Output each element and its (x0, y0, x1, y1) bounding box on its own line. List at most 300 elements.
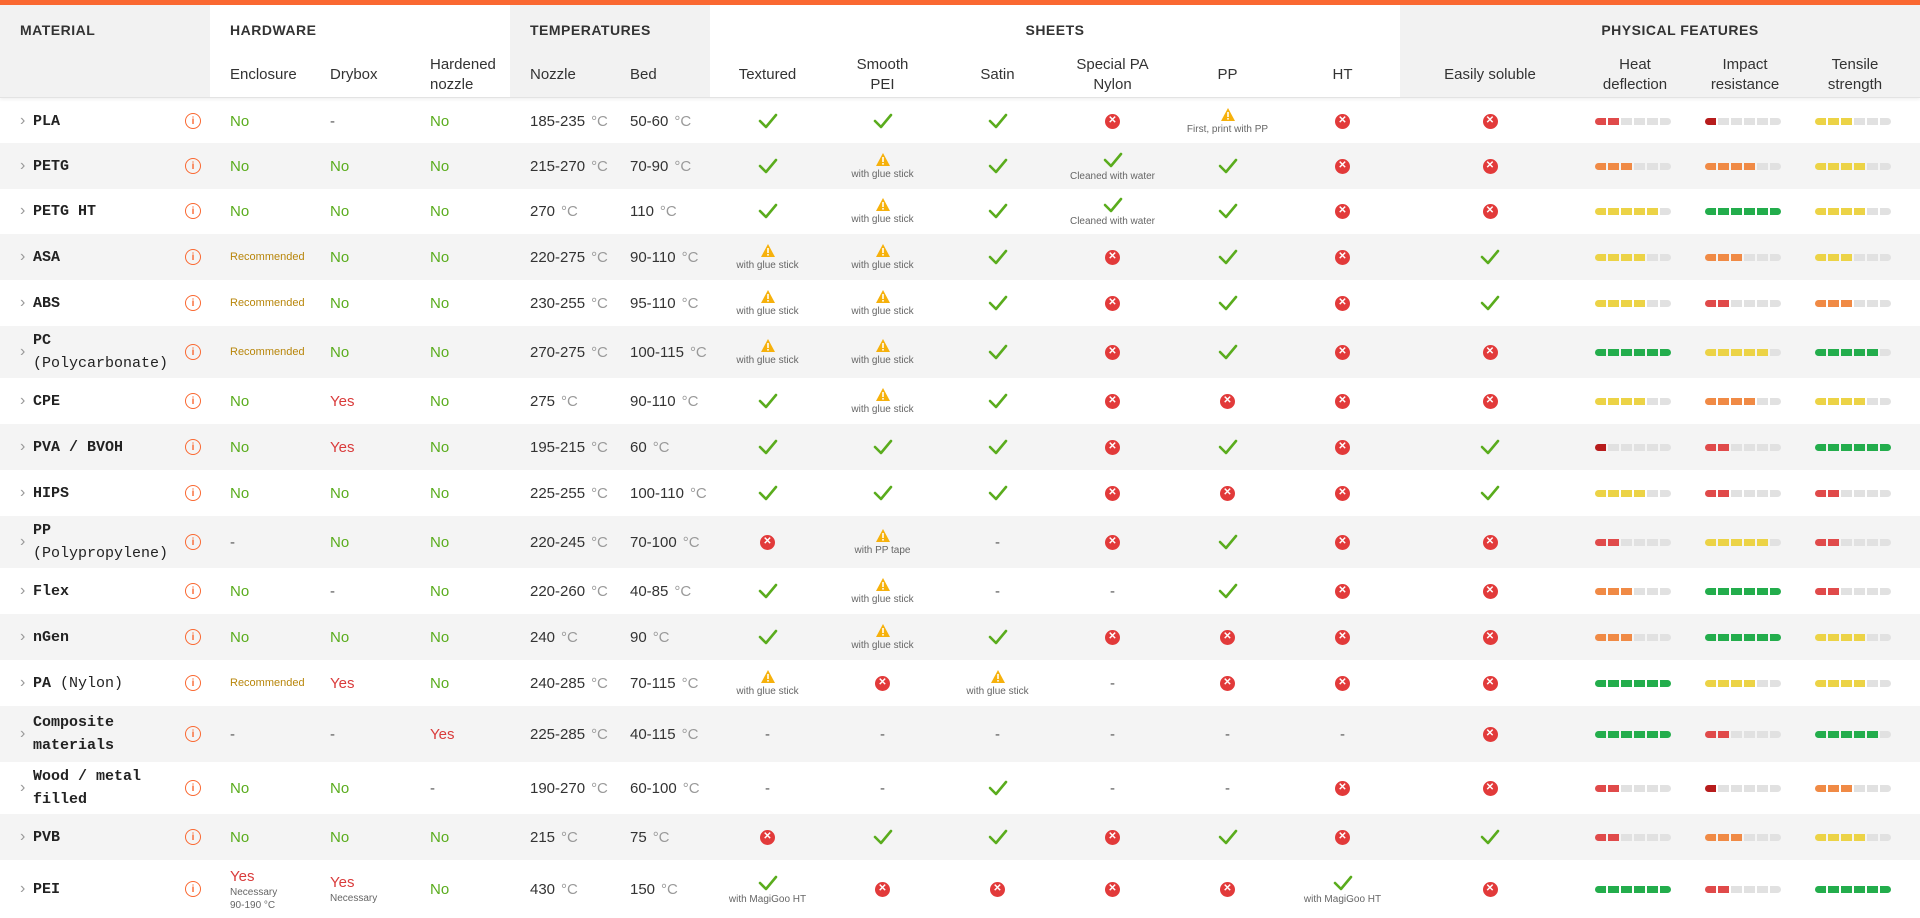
heat-deflection-bar (1595, 118, 1677, 125)
check-icon (988, 248, 1008, 266)
drybox-value: - (330, 725, 335, 743)
smooth-pei-note: with glue stick (851, 355, 914, 366)
material-name[interactable] (33, 482, 183, 505)
info-icon[interactable]: i (185, 203, 201, 219)
material-name-sub: materials (33, 737, 115, 754)
hardened-value: No (430, 828, 450, 846)
heat-deflection-bar (1595, 163, 1677, 170)
smooth-pei-note: with glue stick (851, 260, 914, 271)
cross-icon: ✕ (1105, 394, 1120, 409)
nozzle-temp-value: 225-255 (530, 484, 586, 502)
heat-deflection-bar (1595, 208, 1677, 215)
warning-icon (875, 243, 891, 258)
col-special-pa-nylon[interactable]: Special PA Nylon (1076, 56, 1149, 93)
cross-icon: ✕ (1483, 630, 1498, 645)
enclosure-value: Recommended (230, 297, 305, 309)
materials-table (0, 5, 1920, 911)
impact-resistance-bar (1705, 886, 1787, 893)
textured-note: with glue stick (736, 306, 799, 317)
nozzle-temp-value: 215 (530, 828, 556, 846)
check-icon (1480, 438, 1500, 456)
drybox-value: - (330, 112, 335, 130)
warning-icon (875, 197, 891, 212)
impact-resistance-bar (1705, 490, 1787, 497)
enclosure-value: Recommended (230, 677, 305, 689)
special-pa-note: Cleaned with water (1069, 215, 1156, 227)
material-name-text: PETG HT (33, 202, 97, 220)
table-row[interactable] (0, 762, 1920, 814)
warning-icon (760, 338, 776, 353)
impact-resistance-bar (1705, 634, 1787, 641)
hardened-value: No (430, 582, 450, 600)
col-satin[interactable]: Satin (980, 66, 1015, 83)
check-icon (1218, 157, 1238, 175)
hardened-value: No (430, 294, 450, 312)
chevron-right-icon[interactable]: › (20, 484, 26, 501)
cross-icon: ✕ (1105, 882, 1120, 897)
table-row[interactable] (0, 188, 1920, 234)
material-name[interactable] (33, 200, 183, 223)
col-nozzle[interactable]: Nozzle (530, 66, 576, 83)
info-icon[interactable]: i (185, 675, 201, 691)
material-name-text: Composite (33, 714, 115, 731)
info-icon[interactable]: i (185, 726, 201, 742)
check-icon (758, 112, 778, 130)
cross-icon: ✕ (1105, 345, 1120, 360)
bed-temp-value: 90-110 (630, 392, 676, 410)
nozzle-temp (530, 829, 625, 846)
tensile-strength-bar (1815, 163, 1897, 170)
material-name-text: PP (33, 522, 52, 539)
cross-icon: ✕ (1483, 535, 1498, 550)
table-row[interactable] (0, 280, 1920, 326)
cross-icon: ✕ (1105, 535, 1120, 550)
bed-temp-value: 70-115 (630, 674, 676, 692)
table-row[interactable] (0, 568, 1920, 614)
cross-icon: ✕ (1220, 394, 1235, 409)
ht-note: with MagiGoo HT (1303, 893, 1382, 905)
material-name[interactable] (33, 110, 183, 133)
warning-icon (875, 623, 891, 638)
nozzle-temp (530, 249, 625, 266)
cross-icon: ✕ (1483, 114, 1498, 129)
check-icon (873, 484, 893, 502)
material-name-text: nGen (33, 628, 70, 646)
chevron-right-icon[interactable]: › (20, 582, 26, 599)
dash: - (995, 533, 1000, 551)
impact-resistance-bar (1705, 680, 1787, 687)
info-icon[interactable]: i (185, 295, 201, 311)
tensile-strength-bar (1815, 118, 1897, 125)
impact-resistance-bar (1705, 398, 1787, 405)
material-name-text: PLA (33, 112, 61, 130)
chevron-right-icon[interactable]: › (20, 392, 26, 409)
nozzle-temp-value: 275 (530, 392, 556, 410)
info-icon[interactable]: i (185, 629, 201, 645)
tensile-strength-bar (1815, 208, 1897, 215)
temp-unit: °C (591, 438, 608, 456)
warning-icon (875, 577, 891, 592)
chevron-right-icon[interactable]: › (20, 533, 26, 550)
impact-resistance-bar (1705, 588, 1787, 595)
material-name-text: PVB (33, 828, 61, 846)
col-enclosure[interactable]: Enclosure (230, 66, 297, 83)
dash: - (1110, 582, 1115, 600)
info-icon[interactable]: i (185, 485, 201, 501)
table-row[interactable] (0, 143, 1920, 189)
tensile-strength-bar (1815, 634, 1897, 641)
temp-unit: °C (591, 674, 608, 692)
dash: - (765, 725, 770, 743)
smooth-pei-note: with PP tape (854, 545, 911, 556)
info-icon[interactable]: i (185, 344, 201, 360)
heat-deflection-bar (1595, 680, 1677, 687)
pp-note: First, print with PP (1186, 124, 1269, 135)
tensile-strength-bar (1815, 886, 1897, 893)
hardened-value: No (430, 343, 450, 361)
nozzle-temp-value: 230-255 (530, 294, 586, 312)
drybox-value: Yes (330, 674, 355, 692)
heat-deflection-bar (1595, 834, 1677, 841)
cross-icon: ✕ (875, 882, 890, 897)
material-name[interactable] (33, 765, 183, 811)
physical-features-group-header: PHYSICAL FEATURES (1601, 22, 1759, 38)
dash: - (880, 779, 885, 797)
tensile-strength-bar (1815, 398, 1897, 405)
warning-icon (1220, 107, 1236, 122)
chevron-right-icon[interactable]: › (20, 438, 26, 455)
temp-unit: °C (659, 202, 677, 220)
nozzle-temp-value: 195-215 (530, 438, 586, 456)
drybox-value: No (330, 533, 350, 551)
check-icon (988, 484, 1008, 502)
material-name[interactable] (33, 711, 183, 757)
impact-resistance-bar (1705, 834, 1787, 841)
bed-temp-value: 150 (630, 880, 656, 898)
chevron-right-icon[interactable]: › (20, 779, 26, 796)
temp-unit: °C (591, 582, 608, 600)
cross-icon: ✕ (1483, 676, 1498, 691)
check-icon (988, 628, 1008, 646)
drybox-value: No (330, 202, 350, 220)
impact-resistance-bar (1705, 539, 1787, 546)
temp-unit: °C (674, 112, 692, 130)
dash: - (765, 779, 770, 797)
temp-unit: °C (652, 628, 670, 646)
material-name[interactable] (33, 292, 183, 315)
cross-icon: ✕ (1335, 781, 1350, 796)
warning-icon (875, 387, 891, 402)
check-icon (758, 628, 778, 646)
impact-resistance-bar (1705, 254, 1787, 261)
info-icon[interactable]: i (185, 158, 201, 174)
check-icon (988, 157, 1008, 175)
smooth-pei-note: with glue stick (851, 640, 914, 651)
temp-unit: °C (682, 779, 700, 797)
bed-temp-value: 90-110 (630, 248, 676, 266)
nozzle-temp-value: 240 (530, 628, 556, 646)
chevron-right-icon[interactable]: › (20, 828, 26, 845)
cross-icon: ✕ (1483, 882, 1498, 897)
nozzle-temp-value: 270 (530, 202, 556, 220)
check-icon (988, 392, 1008, 410)
smooth-pei-note: with glue stick (851, 306, 914, 317)
col-ht[interactable]: HT (1332, 66, 1353, 83)
info-icon[interactable]: i (185, 829, 201, 845)
bed-temp-value: 60-100 (630, 779, 677, 797)
material-name[interactable] (33, 329, 183, 375)
warning-icon (875, 152, 891, 167)
temp-unit: °C (561, 392, 578, 410)
col-bed[interactable]: Bed (630, 66, 657, 83)
cross-icon: ✕ (1335, 114, 1350, 129)
enclosure-value: No (230, 484, 250, 502)
cross-icon: ✕ (1335, 204, 1350, 219)
cross-icon: ✕ (1220, 676, 1235, 691)
table-row[interactable] (0, 470, 1920, 516)
cross-icon: ✕ (1483, 394, 1498, 409)
table-header (0, 5, 1920, 98)
info-icon[interactable]: i (185, 439, 201, 455)
check-icon (873, 828, 893, 846)
material-name-text: CPE (33, 392, 61, 410)
table-row[interactable] (0, 516, 1920, 568)
dash: - (995, 725, 1000, 743)
hardened-value: No (430, 533, 450, 551)
table-row[interactable] (0, 424, 1920, 470)
tensile-strength-bar (1815, 680, 1897, 687)
chevron-right-icon[interactable]: › (20, 880, 26, 897)
hardened-value: Yes (430, 725, 455, 743)
temp-unit: °C (681, 674, 699, 692)
tensile-strength-bar (1815, 349, 1897, 356)
nozzle-temp-value: 215-270 (530, 157, 586, 175)
warning-icon (760, 669, 776, 684)
warning-icon (875, 289, 891, 304)
textured-note: with glue stick (736, 260, 799, 271)
check-icon (1218, 294, 1238, 312)
cross-icon: ✕ (1105, 630, 1120, 645)
check-icon (988, 343, 1008, 361)
impact-resistance-bar (1705, 163, 1787, 170)
material-name-sub: (Polypropylene) (33, 545, 169, 562)
cross-icon: ✕ (1335, 296, 1350, 311)
enclosure-value: Yes (230, 867, 255, 885)
table-row[interactable] (0, 706, 1920, 762)
info-icon[interactable]: i (185, 113, 201, 129)
drybox-value: No (330, 157, 350, 175)
info-icon[interactable]: i (185, 534, 201, 550)
nozzle-temp (530, 344, 625, 361)
cross-icon: ✕ (760, 830, 775, 845)
textured-note: with glue stick (736, 686, 799, 697)
table-row[interactable] (0, 234, 1920, 280)
cross-icon: ✕ (1335, 345, 1350, 360)
cross-icon: ✕ (1105, 830, 1120, 845)
cross-icon: ✕ (1483, 727, 1498, 742)
chevron-right-icon[interactable]: › (20, 343, 26, 360)
nozzle-temp (530, 629, 625, 646)
material-name[interactable] (33, 436, 183, 459)
hardened-value: No (430, 112, 450, 130)
material-name[interactable] (33, 878, 183, 901)
chevron-right-icon[interactable]: › (20, 628, 26, 645)
chevron-right-icon[interactable]: › (20, 674, 26, 691)
warning-icon (760, 289, 776, 304)
temp-unit: °C (591, 157, 608, 175)
heat-deflection-bar (1595, 886, 1677, 893)
material-name-text: ASA (33, 248, 61, 266)
info-icon[interactable]: i (185, 583, 201, 599)
bed-temp-value: 95-110 (630, 294, 676, 312)
temp-unit: °C (561, 880, 578, 898)
col-hardened-nozzle[interactable]: Hardened nozzle (430, 56, 496, 93)
table-row[interactable] (0, 378, 1920, 424)
chevron-right-icon[interactable]: › (20, 112, 26, 129)
temp-unit: °C (681, 248, 699, 266)
cross-icon: ✕ (1483, 781, 1498, 796)
temp-unit: °C (652, 438, 670, 456)
temp-unit: °C (561, 202, 578, 220)
material-name[interactable] (33, 626, 183, 649)
check-icon (1480, 294, 1500, 312)
heat-deflection-bar (1595, 300, 1677, 307)
bed-temp-value: 100-110 (630, 484, 684, 502)
check-icon (1218, 438, 1238, 456)
table-row[interactable] (0, 860, 1920, 918)
temp-unit: °C (591, 725, 608, 743)
warning-icon (875, 528, 891, 543)
check-icon (1218, 828, 1238, 846)
cross-icon: ✕ (1335, 535, 1350, 550)
check-icon (758, 392, 778, 410)
table-row[interactable] (0, 98, 1920, 144)
nozzle-temp-value: 240-285 (530, 674, 586, 692)
dash: - (1225, 725, 1230, 743)
check-icon (1480, 484, 1500, 502)
temp-unit: °C (561, 828, 578, 846)
hardened-value: - (430, 779, 435, 797)
check-icon (988, 202, 1008, 220)
nozzle-temp (530, 881, 625, 898)
drybox-value: - (330, 582, 335, 600)
info-icon[interactable]: i (185, 780, 201, 796)
table-row[interactable] (0, 814, 1920, 860)
nozzle-temp (530, 485, 625, 502)
bed-temp-value: 110 (630, 202, 654, 220)
check-icon (988, 294, 1008, 312)
col-drybox[interactable]: Drybox (330, 66, 378, 83)
bed-temp-value: 75 (630, 828, 647, 846)
col-heat-deflection[interactable]: Heat deflection (1602, 56, 1668, 93)
check-icon (988, 779, 1008, 797)
cross-icon: ✕ (760, 535, 775, 550)
tensile-strength-bar (1815, 834, 1897, 841)
table-row[interactable] (0, 660, 1920, 706)
temp-unit: °C (591, 248, 608, 266)
chevron-right-icon[interactable]: › (20, 157, 26, 174)
temp-unit: °C (689, 343, 707, 361)
cross-icon: ✕ (1335, 159, 1350, 174)
impact-resistance-bar (1705, 118, 1787, 125)
tensile-strength-bar (1815, 254, 1897, 261)
hardened-value: No (430, 438, 450, 456)
material-name-text: PA (33, 674, 52, 692)
heat-deflection-bar (1595, 731, 1677, 738)
dash: - (1110, 779, 1115, 797)
heat-deflection-bar (1595, 349, 1677, 356)
nozzle-temp-value: 185-235 (530, 112, 586, 130)
heat-deflection-bar (1595, 634, 1677, 641)
check-icon (1103, 151, 1123, 169)
table-row[interactable] (0, 614, 1920, 660)
info-icon[interactable]: i (185, 881, 201, 897)
material-name[interactable] (33, 390, 183, 413)
chevron-right-icon[interactable]: › (20, 725, 26, 742)
dash: - (880, 725, 885, 743)
textured-note: with MagiGoo HT (728, 893, 807, 905)
enclosure-value: No (230, 628, 250, 646)
enclosure-value: Recommended (230, 346, 305, 358)
temp-unit: °C (661, 880, 678, 898)
chevron-right-icon[interactable]: › (20, 248, 26, 265)
bed-temp-value: 60 (630, 438, 647, 456)
material-name[interactable] (33, 580, 183, 603)
col-textured[interactable]: Textured (738, 66, 797, 83)
check-icon (873, 112, 893, 130)
material-name[interactable] (33, 246, 183, 269)
material-name-sub: (Nylon) (60, 674, 124, 692)
nozzle-temp-value: 225-285 (530, 725, 586, 743)
cross-icon: ✕ (1220, 486, 1235, 501)
drybox-value: No (330, 628, 350, 646)
check-icon (1218, 248, 1238, 266)
chevron-right-icon[interactable]: › (20, 202, 26, 219)
cross-icon: ✕ (1105, 114, 1120, 129)
cross-icon: ✕ (1335, 394, 1350, 409)
col-pp[interactable]: PP (1217, 66, 1238, 83)
cross-icon: ✕ (1483, 159, 1498, 174)
material-name[interactable] (33, 672, 183, 695)
material-name[interactable] (33, 826, 183, 849)
warning-icon (990, 669, 1006, 684)
col-impact-resistance[interactable]: Impact resistance (1710, 56, 1780, 93)
impact-resistance-bar (1705, 731, 1787, 738)
col-tensile-strength[interactable]: Tensile strength (1827, 56, 1883, 93)
nozzle-temp (530, 534, 625, 551)
material-name[interactable] (33, 519, 183, 565)
check-icon (1480, 248, 1500, 266)
nozzle-temp (530, 583, 625, 600)
info-icon[interactable]: i (185, 249, 201, 265)
temp-unit: °C (674, 582, 692, 600)
temp-unit: °C (591, 294, 608, 312)
satin-note: with glue stick (966, 686, 1029, 697)
col-easily-soluble[interactable]: Easily soluble (1444, 66, 1536, 83)
hardened-value: No (430, 248, 450, 266)
material-name[interactable] (33, 155, 183, 178)
smooth-pei-note: with glue stick (851, 404, 914, 415)
info-icon[interactable]: i (185, 393, 201, 409)
warning-icon (875, 338, 891, 353)
nozzle-temp (530, 295, 625, 312)
chevron-right-icon[interactable]: › (20, 294, 26, 311)
col-smooth-pei[interactable]: Smooth PEI (856, 56, 909, 93)
heat-deflection-bar (1595, 398, 1677, 405)
hardened-value: No (430, 880, 450, 898)
bed-temp-value: 90 (630, 628, 647, 646)
table-row[interactable] (0, 326, 1920, 378)
